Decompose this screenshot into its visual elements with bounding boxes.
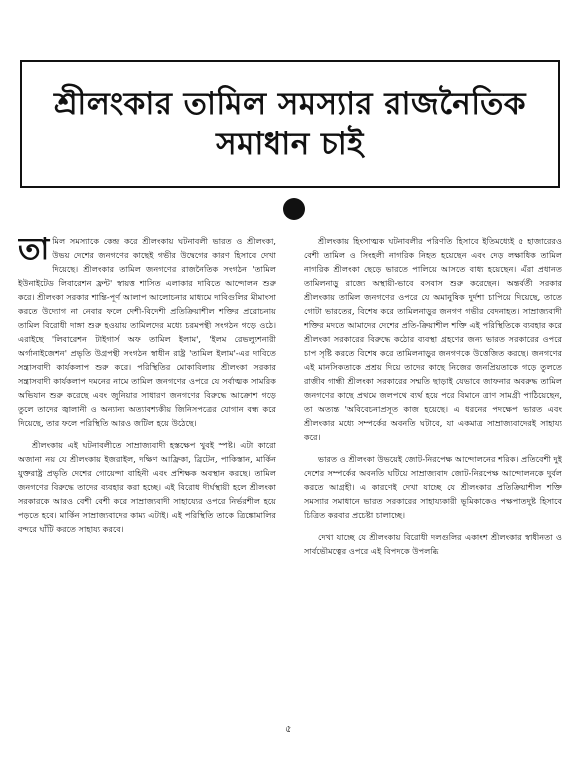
left-paragraph-1-text: মিল সমস্যাকে কেন্দ্র করে শ্রীলংকায় ঘটনাবলী ভারত ও শ্রীলংকা, উভয় দেশের জনগণের কাছেই গভীর উদ্বেগের কারণ হিসাবে দেখা দিয়েছে। শ্রীলংকার তামিল জনগণের রাজনৈতিক সংগঠন 'তামিল ইউনাইটেড লিবারেশন ফ্রন্ট' স্বায়ত্ত শাসিত এলাকার দাবিতে আন্দোলন শুরু করে। শ্রীলংকা সরকার শান্তি-পূর্ণ আলাপ আলোচনার মাধ্যমে দাবিগুলির মীমাংসা করতে উদ্যোগ না নেবার ফলে দেশী-বিদেশী প্রতিক্রিয়াশীল শক্তির প্ররোচনায় তামিল বিরোধী দাঙ্গা শুরু হওয়ায় তামিলদের মধ্যে চরমপন্থী সংগঠন গড়ে ওঠে। এরাইছে 'লিবারেশন টাইগার্স অফ তামিল ইলাম', 'ইলম রেভল্যুশনারী অর্গানাইজেশন' প্রভৃতি উগ্রপন্থী সংগঠন স্বাধীন রাষ্ট্র 'তামিল ইলাম'-এর দাবিতে সন্ত্রাসবাদী কার্যকলাপ শুরু করে। পরিস্থিতির মোকাবিলায় শ্রীলংকা সরকার সন্ত্রাসবাদী কার্যকলাপ দমনের নামে তামিল জনগণের ওপরে যে সর্বাত্মক সামরিক অভিযান শুরু করেছে এবং জুনিয়ার সাধারণ জনগণের বিরুদ্ধে আক্রোশ গড়ে তুলে তাদের জ্বালানী ও অন্যান্য অত্যাবশ্যকীয় জিনিসপত্রের যোগান বন্ধ করে দিয়েছে, তার ফলে পরিস্থিতি আরও জটিল হয়ে উঠেছে। — [18, 236, 276, 428]
left-paragraph-2: শ্রীলংকায় এই ঘটনাবলীতে সাম্রাজ্যবাদী হস্তক্ষেপ খুবই স্পষ্ট। এটা কারো অজানা নয় যে শ্রীলংকায় ইজরাইল, দক্ষিণ আফ্রিকা, ব্রিটেন, পাকিস্তান, মার্কিন যুক্তরাষ্ট্র প্রভৃতি দেশের গোয়েন্দা বাহিনী এবং প্রশিক্ষক অবস্থান করছে। তামিল জনগণের বিরুদ্ধে তাদের ব্যবহার করা হচ্ছে। এই বিরোধ দীর্ঘস্থায়ী হলে শ্রীলংকা সরকারকে আরও বেশী বেশী করে সাম্রাজ্যবাদী সাহায্যের ওপরে নির্ভরশীল হয়ে পড়তে হবে। মার্কিন সাম্রাজ্যবাদের কাম্য এটাই। এই পরিস্থিতি তাকে ত্রিঙ্কোমালির বন্দরে ঘাঁটি করতে সাহায্য করবে। — [18, 440, 276, 534]
right-paragraph-2: ভারত ও শ্রীলংকা উভয়েই জোট-নিরপেক্ষ আন্দোলনের শরিক। প্রতিবেশী দুই দেশের সম্পর্কের অবনতি ঘটিয়ে সাম্রাজ্যবাদ জোট-নিরপেক্ষ আন্দোলনকে দুর্বল করতে আগ্রহী। এ কারণেই দেখা যাচ্ছে যে শ্রীলংকার প্রতিক্রিয়াশীল শক্তি সমস্যার সমাধানে ভারত সরকারের সাহায্যকারী ভূমিকাকেও পক্ষপাতদুষ্ট হিসাবে চিত্রিত করবার প্রচেষ্টা চালাচ্ছে। — [304, 454, 562, 520]
right-paragraph-1: শ্রীলংকায় হিংসাত্মক ঘটনাবলীর পরিণতি হিসাবে ইতিমধ্যেই ৫ হাজারেরও বেশী তামিল ও সিংহলী নাগরিক নিহত হয়েছেন এবং দেড় লক্ষাধিক তামিল নাগরিক শ্রীলংকা ছেড়ে ভারতে পালিয়ে আসতে বাধ্য হয়েছেন। এঁরা প্রধানত তামিলনাড়ু রাজ্যে অস্থায়ী-ভাবে বসবাস শুরু করেছেন। অন্তর্বর্তী সরকার শ্রীলংকায় তামিল জনগণের ওপরে যে অমানুষিক দুর্দশা চাপিয়ে দিয়েছে, তাতে গোটা ভারতের, বিশেষ করে তামিলনাড়ুর জনগণ গভীর বেদনাহত। সাম্রাজ্যবাদী শক্তির মদতে আমাদের দেশের প্রতি-ক্রিয়াশীল শক্তি এই পরিস্থিতিকে ব্যবহার করে শ্রীলংকা সরকারের বিরুদ্ধে কঠোর ব্যবস্থা গ্রহণের জন্য ভারত সরকারের ওপরে চাপ সৃষ্টি করতে বিশেষ করে তামিলনাড়ুর জনগণকে উত্তেজিত করছে। জনগণের এই মানসিকতাকে প্রশ্রয় দিয়ে তাদের কাছে নিজের জনপ্রিয়তাকে গড়ে তুলতে রাজীব গান্ধী শ্রীলংকা সরকারের সম্মতি ছাড়াই যেভাবে জাফনার অবরুদ্ধ তামিল জনগণের কাছে প্রথমে জলপথে ব্যর্থ হয়ে পরে বিমানে ত্রাণ সামগ্রী পাঠিয়েছেন, তা অত্যন্ত 'অবিবেচনাপ্রসূত কাজ হয়েছে। এ ধরনের পদক্ষেপ ভারত এবং শ্রীলংকার মধ্যে সম্পর্কের অবনতি ঘটাবে, যা একমাত্র সাম্রাজ্যবাদেরই সাহায্য করে। — [304, 236, 562, 442]
section-bullet — [283, 198, 305, 220]
headline-box — [20, 60, 560, 188]
left-paragraph-1 — [18, 234, 276, 430]
left-column — [18, 234, 276, 711]
drop-cap: তা — [18, 234, 50, 267]
headline-line-2: সমাধান চাই — [216, 126, 364, 162]
headline-line-1: শ্রীলংকার তামিল সমস্যার রাজনৈতিক — [53, 86, 527, 122]
right-column — [304, 234, 562, 711]
right-paragraph-3: দেখা যাচ্ছে যে শ্রীলংকায় বিরোধী দলগুলির একাংশ শ্রীলংকার স্বাধীনতা ও সার্বভৌমত্বের ওপরে এই বিপদকে উপলব্ধি — [304, 532, 562, 556]
page-number: ৫ — [285, 724, 292, 735]
